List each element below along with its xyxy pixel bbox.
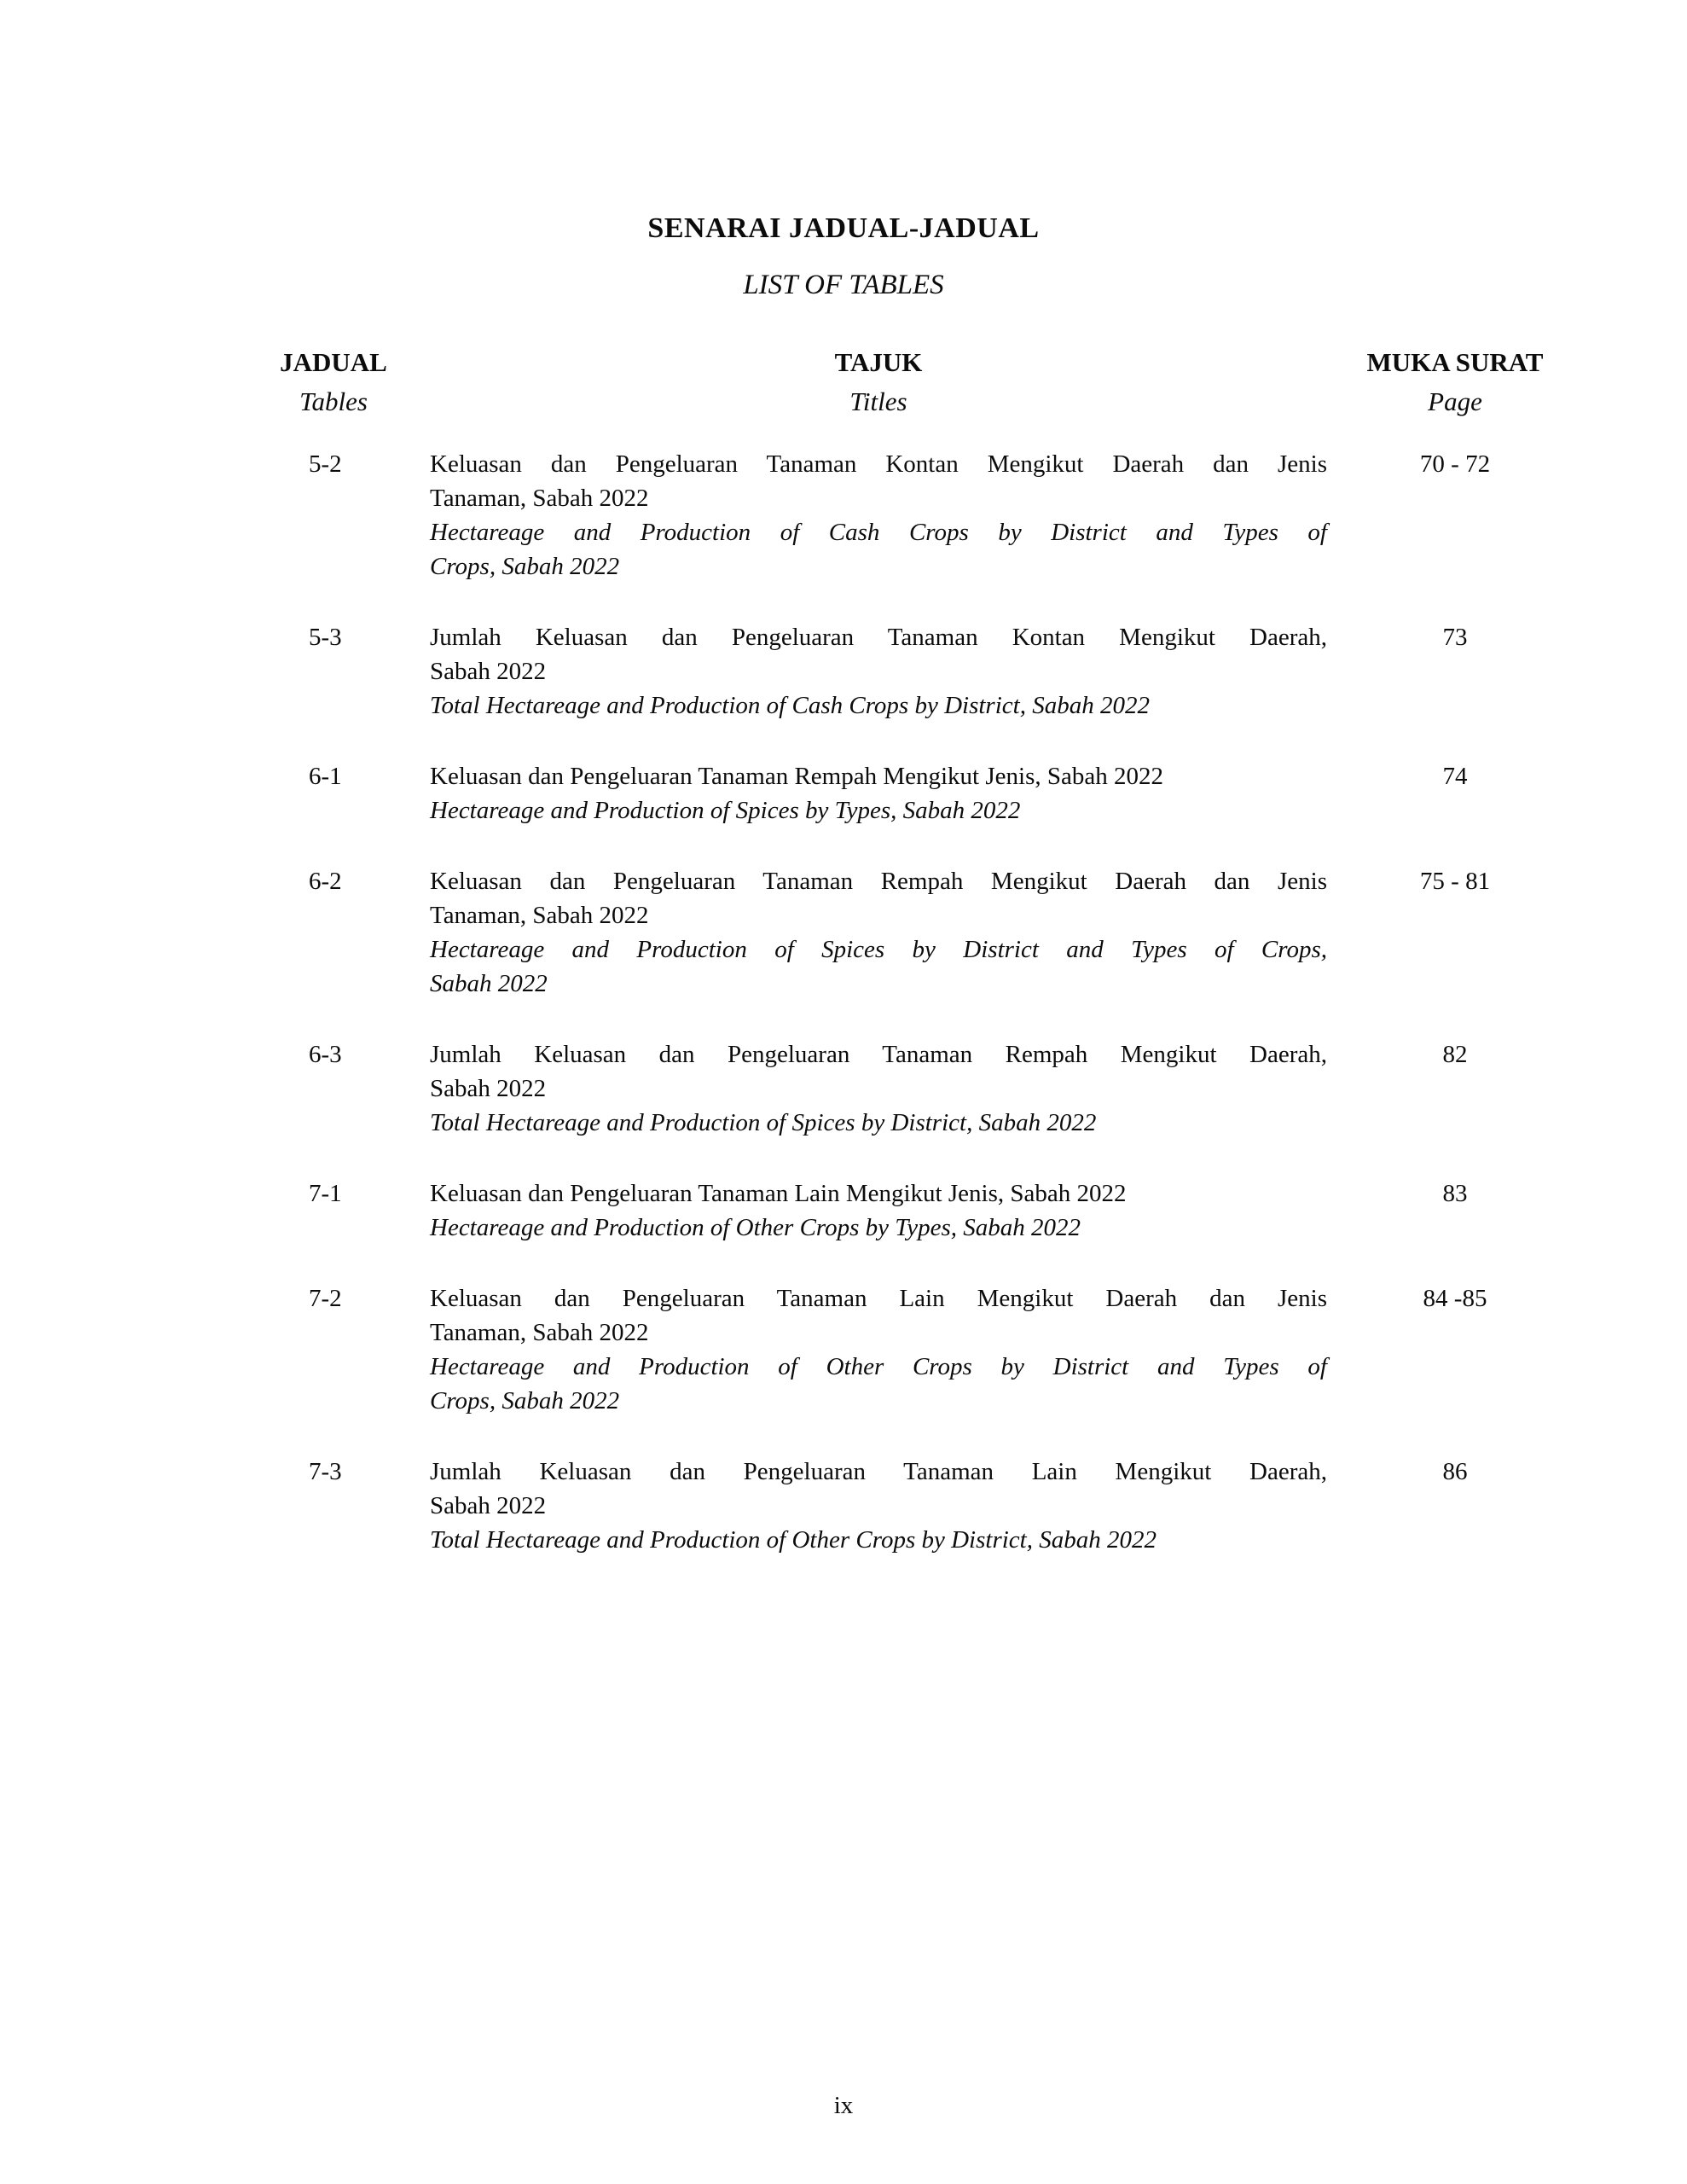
- entry-page-number: 70 - 72: [1419, 450, 1491, 478]
- column-header-tables-en: Tables: [299, 386, 368, 416]
- table-entry-row: [309, 759, 1687, 828]
- column-header-page-en: Page: [1428, 386, 1482, 416]
- entry-page-number: 83: [1442, 1180, 1468, 1207]
- entry-number: 7-1: [309, 1180, 342, 1207]
- entry-page-number: 74: [1442, 763, 1468, 790]
- entry-number: 6-3: [309, 1041, 342, 1068]
- table-entry-row: [309, 1281, 1687, 1418]
- entry-title-line: Jumlah Keluasan dan Pengeluaran Tanaman Kontan Mengikut Daerah,: [430, 624, 1327, 651]
- footer-page-number: ix: [833, 2092, 854, 2119]
- entry-title-line: Total Hectareage and Production of Cash Crops by District, Sabah 2022: [430, 692, 1150, 719]
- entry-title-line: Sabah 2022: [430, 970, 548, 997]
- table-entry-row: [309, 864, 1687, 1001]
- entry-number: 7-2: [309, 1285, 342, 1312]
- entry-title-line: Keluasan dan Pengeluaran Tanaman Rempah Mengikut Jenis, Sabah 2022: [430, 763, 1163, 790]
- entry-title-line: Hectareage and Production of Spices by Types, Sabah 2022: [430, 797, 1021, 824]
- entry-title-line: Keluasan dan Pengeluaran Tanaman Kontan Mengikut Daerah dan Jenis: [430, 450, 1327, 478]
- entry-number: 6-2: [309, 868, 342, 895]
- column-header-page-ms: MUKA SURAT: [1366, 347, 1544, 377]
- column-header-page: [1327, 343, 1583, 421]
- table-entry-row: [309, 447, 1687, 584]
- column-header-tables: [252, 343, 415, 421]
- entry-title: [430, 759, 1327, 828]
- entry-page-number: 73: [1442, 624, 1468, 651]
- column-header-titles-en: Titles: [849, 386, 907, 416]
- column-header-tables-ms: JADUAL: [280, 347, 387, 377]
- table-entry-row: [309, 1037, 1687, 1140]
- entry-title-line: Hectareage and Production of Other Crops by Types, Sabah 2022: [430, 1214, 1081, 1241]
- entry-title-line: Crops, Sabah 2022: [430, 553, 620, 580]
- entry-title: [430, 1281, 1327, 1418]
- entry-title: [430, 620, 1327, 723]
- entry-title-line: Hectareage and Production of Spices by District and Types of Crops,: [430, 936, 1327, 963]
- entry-title-line: Total Hectareage and Production of Spices by District, Sabah 2022: [430, 1109, 1097, 1136]
- entry-title-line: Jumlah Keluasan dan Pengeluaran Tanaman Rempah Mengikut Daerah,: [430, 1041, 1327, 1068]
- entry-number: 6-1: [309, 763, 342, 790]
- page-title: SENARAI JADUAL-JADUAL: [647, 212, 1040, 244]
- entry-title: [430, 1176, 1327, 1245]
- entry-page-number: 84 -85: [1423, 1285, 1487, 1312]
- entry-title-line: Tanaman, Sabah 2022: [430, 902, 649, 929]
- table-entry-row: [309, 1455, 1687, 1557]
- entry-title-line: Sabah 2022: [430, 658, 547, 685]
- entry-title: [430, 864, 1327, 1001]
- entry-number: 5-3: [309, 624, 342, 651]
- entry-title: [430, 447, 1327, 584]
- entry-title-line: Hectareage and Production of Cash Crops by District and Types of: [430, 519, 1327, 546]
- entry-title: [430, 1455, 1327, 1557]
- column-header-titles-ms: TAJUK: [834, 347, 923, 377]
- entry-title-line: Sabah 2022: [430, 1075, 547, 1102]
- column-headers: [0, 343, 1687, 421]
- entry-title-line: Sabah 2022: [430, 1492, 547, 1519]
- entry-title-line: Keluasan dan Pengeluaran Tanaman Lain Mengikut Jenis, Sabah 2022: [430, 1180, 1127, 1207]
- entry-title: [430, 1037, 1327, 1140]
- entry-title-line: Crops, Sabah 2022: [430, 1387, 620, 1414]
- entry-page-number: 75 - 81: [1419, 868, 1491, 895]
- column-header-titles: [430, 343, 1327, 421]
- entry-title-line: Jumlah Keluasan dan Pengeluaran Tanaman Lain Mengikut Daerah,: [430, 1458, 1327, 1485]
- entry-title-line: Keluasan dan Pengeluaran Tanaman Lain Mengikut Daerah dan Jenis: [430, 1285, 1327, 1312]
- table-entry-row: [309, 620, 1687, 723]
- entry-number: 7-3: [309, 1458, 342, 1485]
- entry-title-line: Tanaman, Sabah 2022: [430, 1319, 649, 1346]
- table-entry-row: [309, 1176, 1687, 1245]
- entry-page-number: 82: [1442, 1041, 1468, 1068]
- entry-title-line: Hectareage and Production of Other Crops by District and Types of: [430, 1353, 1327, 1380]
- entry-page-number: 86: [1442, 1458, 1468, 1485]
- table-of-contents-entries: [0, 447, 1687, 1557]
- page-subtitle: LIST OF TABLES: [743, 270, 944, 300]
- entry-title-line: Keluasan dan Pengeluaran Tanaman Rempah Mengikut Daerah dan Jenis: [430, 868, 1327, 895]
- entry-number: 5-2: [309, 450, 342, 478]
- entry-title-line: Total Hectareage and Production of Other Crops by District, Sabah 2022: [430, 1526, 1157, 1554]
- entry-title-line: Tanaman, Sabah 2022: [430, 485, 649, 512]
